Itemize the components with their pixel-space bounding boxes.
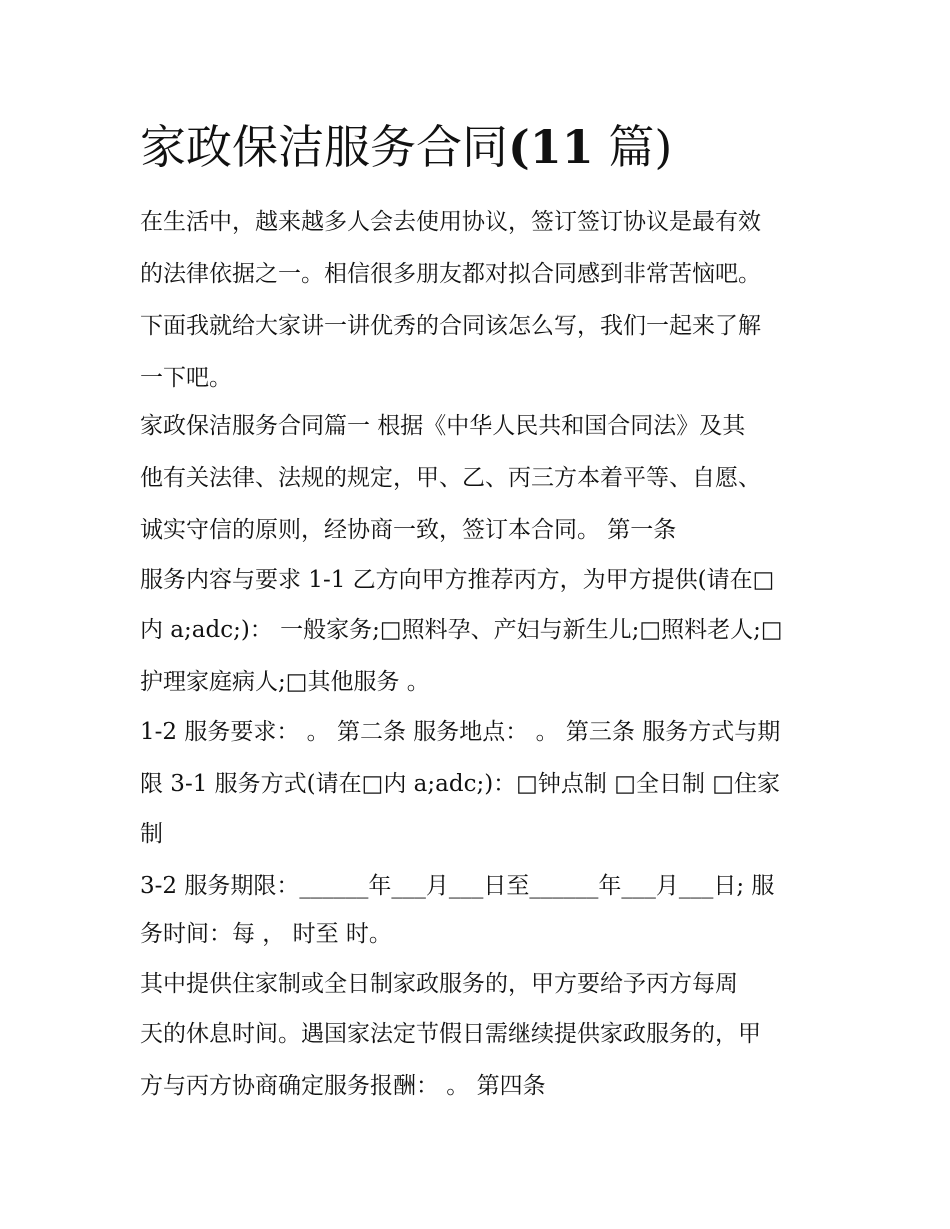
paragraph-line: 1-2 服务要求： 。 第二条 服务地点： 。 第三条 服务方式与期 xyxy=(140,719,781,745)
paragraph-line: 务时间：每 ， 时至 时。 xyxy=(140,921,392,947)
paragraph-line: 天的休息时间。遇国家法定节假日需继续提供家政服务的，甲 xyxy=(140,1021,761,1047)
paragraph-line: 服务内容与要求 1-1 乙方向甲方推荐丙方，为甲方提供(请在□ xyxy=(140,567,775,593)
paragraph-line: 制 xyxy=(140,821,163,847)
paragraph-line: 限 3-1 服务方式(请在□内 a;adc;)：□钟点制 □全日制 □住家 xyxy=(140,771,780,797)
paragraph-line: 内 a;adc;)： 一般家务;□照料孕、产妇与新生儿;□照料老人;□ xyxy=(140,617,783,643)
paragraph-line: 一下吧。 xyxy=(140,365,232,391)
title-tail: 篇) xyxy=(593,120,673,174)
title-count: (11 xyxy=(508,120,594,174)
paragraph-line: 3-2 服务期限：______年___月___日至______年___月___日; 服 xyxy=(140,873,775,899)
paragraph-line: 他有关法律、法规的规定，甲、乙、丙三方本着平等、自愿、 xyxy=(140,465,761,491)
title-main: 家政保洁服务合同 xyxy=(140,120,508,174)
paragraph-line: 方与丙方协商确定服务报酬： 。 第四条 xyxy=(140,1073,546,1099)
paragraph-line: 护理家庭病人;□其他服务 。 xyxy=(140,669,430,695)
paragraph-line: 其中提供住家制或全日制家政服务的，甲方要给予丙方每周 xyxy=(140,971,738,997)
paragraph-line: 在生活中，越来越多人会去使用协议，签订签订协议是最有效 xyxy=(140,209,761,235)
paragraph-line: 下面我就给大家讲一讲优秀的合同该怎么写，我们一起来了解 xyxy=(140,313,761,339)
paragraph-line: 的法律依据之一。相信很多朋友都对拟合同感到非常苦恼吧。 xyxy=(140,261,761,287)
document-title xyxy=(140,112,672,182)
paragraph-line: 家政保洁服务合同篇一 根据《中华人民共和国合同法》及其 xyxy=(140,413,746,439)
paragraph-line: 诚实守信的原则，经协商一致，签订本合同。 第一条 xyxy=(140,517,677,543)
